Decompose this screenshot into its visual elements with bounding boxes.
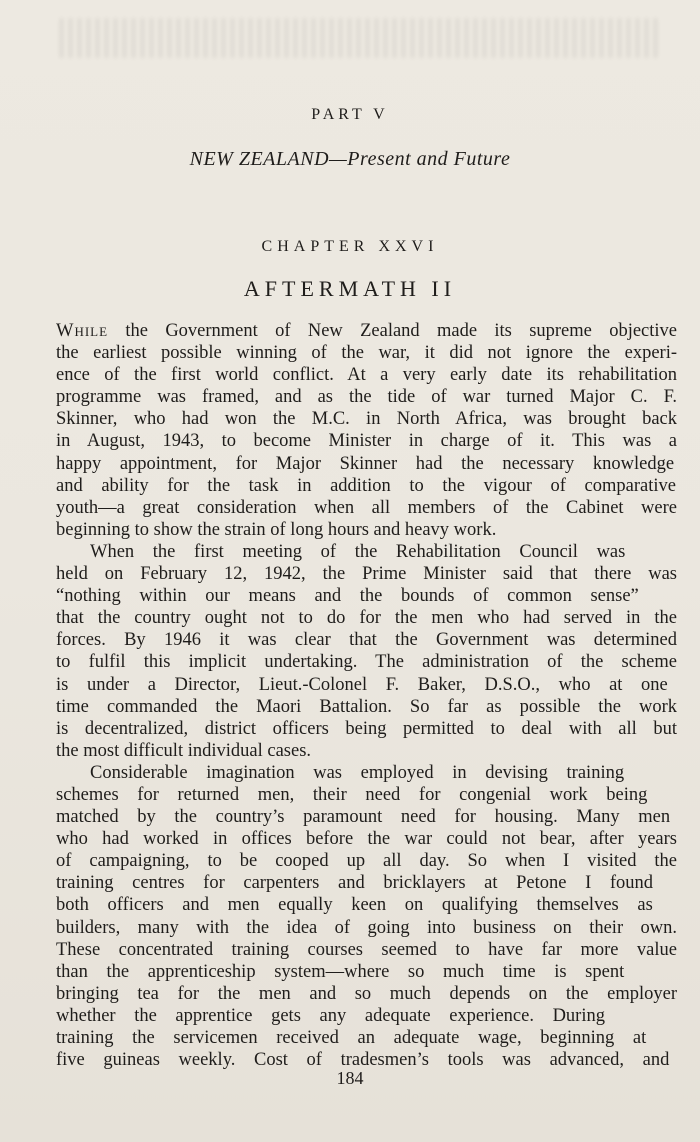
text-line xyxy=(56,475,677,497)
line-text: beginning to show the strain of long hours and heavy work. xyxy=(56,519,497,540)
line-text: in August, 1943, to become Minister in charge of it. This was a xyxy=(56,431,677,452)
line-text: “nothing within our means and the bounds of common sense” xyxy=(56,586,639,607)
text-line xyxy=(56,806,677,828)
show-through-from-previous-page xyxy=(60,18,660,58)
line-text: both officers and men equally keen on qualifying themselves as xyxy=(56,895,653,916)
text-line xyxy=(56,784,677,806)
text-line xyxy=(56,939,677,961)
text-line xyxy=(56,607,677,629)
part-label: PART V xyxy=(311,106,389,123)
page-number: 184 xyxy=(336,1068,364,1088)
line-text: youth—a great consideration when all members of the Cabinet were xyxy=(56,497,677,518)
text-line xyxy=(56,386,677,408)
line-text: is decentralized, district officers being permitted to deal with all but xyxy=(56,718,677,739)
text-line xyxy=(56,629,677,651)
text-line xyxy=(56,541,677,563)
line-text: training the servicemen received an adequate wage, beginning at xyxy=(56,1028,647,1048)
line-text: programme was framed, and as the tide of war turned Major C. F. xyxy=(56,387,677,408)
line-text: than the apprenticeship system—where so much time is spent xyxy=(56,961,625,982)
text-line xyxy=(56,674,677,696)
text-line xyxy=(56,364,677,386)
line-text: Skinner, who had won the M.C. in North Africa, was brought back xyxy=(56,409,677,430)
text-line xyxy=(56,828,677,850)
line-text: schemes for returned men, their need for congenial work being xyxy=(56,784,648,805)
line-text: builders, many with the idea of going into business on their own. xyxy=(56,917,677,938)
line-text: held on February 12, 1942, the Prime Minister said that there was xyxy=(56,564,677,585)
text-line xyxy=(56,563,677,585)
drop-word: While xyxy=(56,321,109,341)
line-text: These concentrated training courses seemed to have far more value xyxy=(56,939,677,960)
part-title: NEW ZEALAND—Present and Future xyxy=(189,148,511,170)
line-text: who had worked in offices before the war could not bear, after years xyxy=(56,829,677,850)
text-line xyxy=(56,497,677,519)
line-text: Considerable imagination was employed in devising training xyxy=(90,762,625,783)
text-line xyxy=(56,961,677,983)
text-line xyxy=(56,408,677,430)
line-text: time commanded the Maori Battalion. So far as possible the work xyxy=(56,696,677,717)
line-text: the most difficult individual cases. xyxy=(56,740,312,761)
text-line xyxy=(56,740,677,762)
line-text: matched by the country’s paramount need for housing. Many men xyxy=(56,807,671,828)
text-line xyxy=(56,718,677,740)
line-text: to fulfil this implicit undertaking. The administration of the scheme xyxy=(56,652,677,673)
chapter-title: AFTERMATH II xyxy=(243,276,457,301)
text-line xyxy=(56,453,677,475)
line-text: bringing tea for the men and so much depends on the employer xyxy=(56,983,677,1004)
text-line xyxy=(56,762,677,784)
line-text: the earliest possible winning of the war, it did not ignore the experi- xyxy=(56,343,677,364)
text-line xyxy=(56,983,677,1005)
text-line xyxy=(56,651,677,673)
text-line xyxy=(56,430,677,452)
line-text: the Government of New Zealand made its supreme objective xyxy=(108,321,677,341)
text-line xyxy=(56,850,677,872)
line-text: five guineas weekly. Cost of tradesmen’s tools was advanced, and xyxy=(56,1050,670,1071)
text-line xyxy=(56,585,677,607)
text-line xyxy=(56,917,677,939)
text-line xyxy=(56,1005,677,1027)
line-text: and ability for the task in addition to the vigour of comparative xyxy=(56,475,676,496)
text-line xyxy=(56,1027,677,1049)
text-line xyxy=(56,320,677,342)
text-line xyxy=(56,519,677,541)
line-text: training centres for carpenters and bricklayers at Petone I found xyxy=(56,873,654,894)
chapter-label: CHAPTER XXVI xyxy=(261,238,439,255)
line-text: happy appointment, for Major Skinner had the necessary knowledge xyxy=(56,453,675,474)
line-text: whether the apprentice gets any adequate experience. During xyxy=(56,1005,605,1026)
text-line xyxy=(56,894,677,916)
text-line xyxy=(56,696,677,718)
line-text: ence of the first world conflict. At a very early date its rehabilitation xyxy=(56,365,677,386)
line-text: that the country ought not to do for the men who had served in the xyxy=(56,608,677,629)
line-text: is under a Director, Lieut.-Colonel F. Baker, D.S.O., who at one xyxy=(56,674,668,695)
line-text: When the first meeting of the Rehabilitation Council was xyxy=(90,541,626,562)
line-text: of campaigning, to be cooped up all day. So when I visited the xyxy=(56,851,677,872)
text-line xyxy=(56,872,677,894)
line-text: forces. By 1946 it was clear that the Government was determined xyxy=(56,630,677,651)
chapter-body-text xyxy=(56,320,677,1071)
text-line xyxy=(56,342,677,364)
